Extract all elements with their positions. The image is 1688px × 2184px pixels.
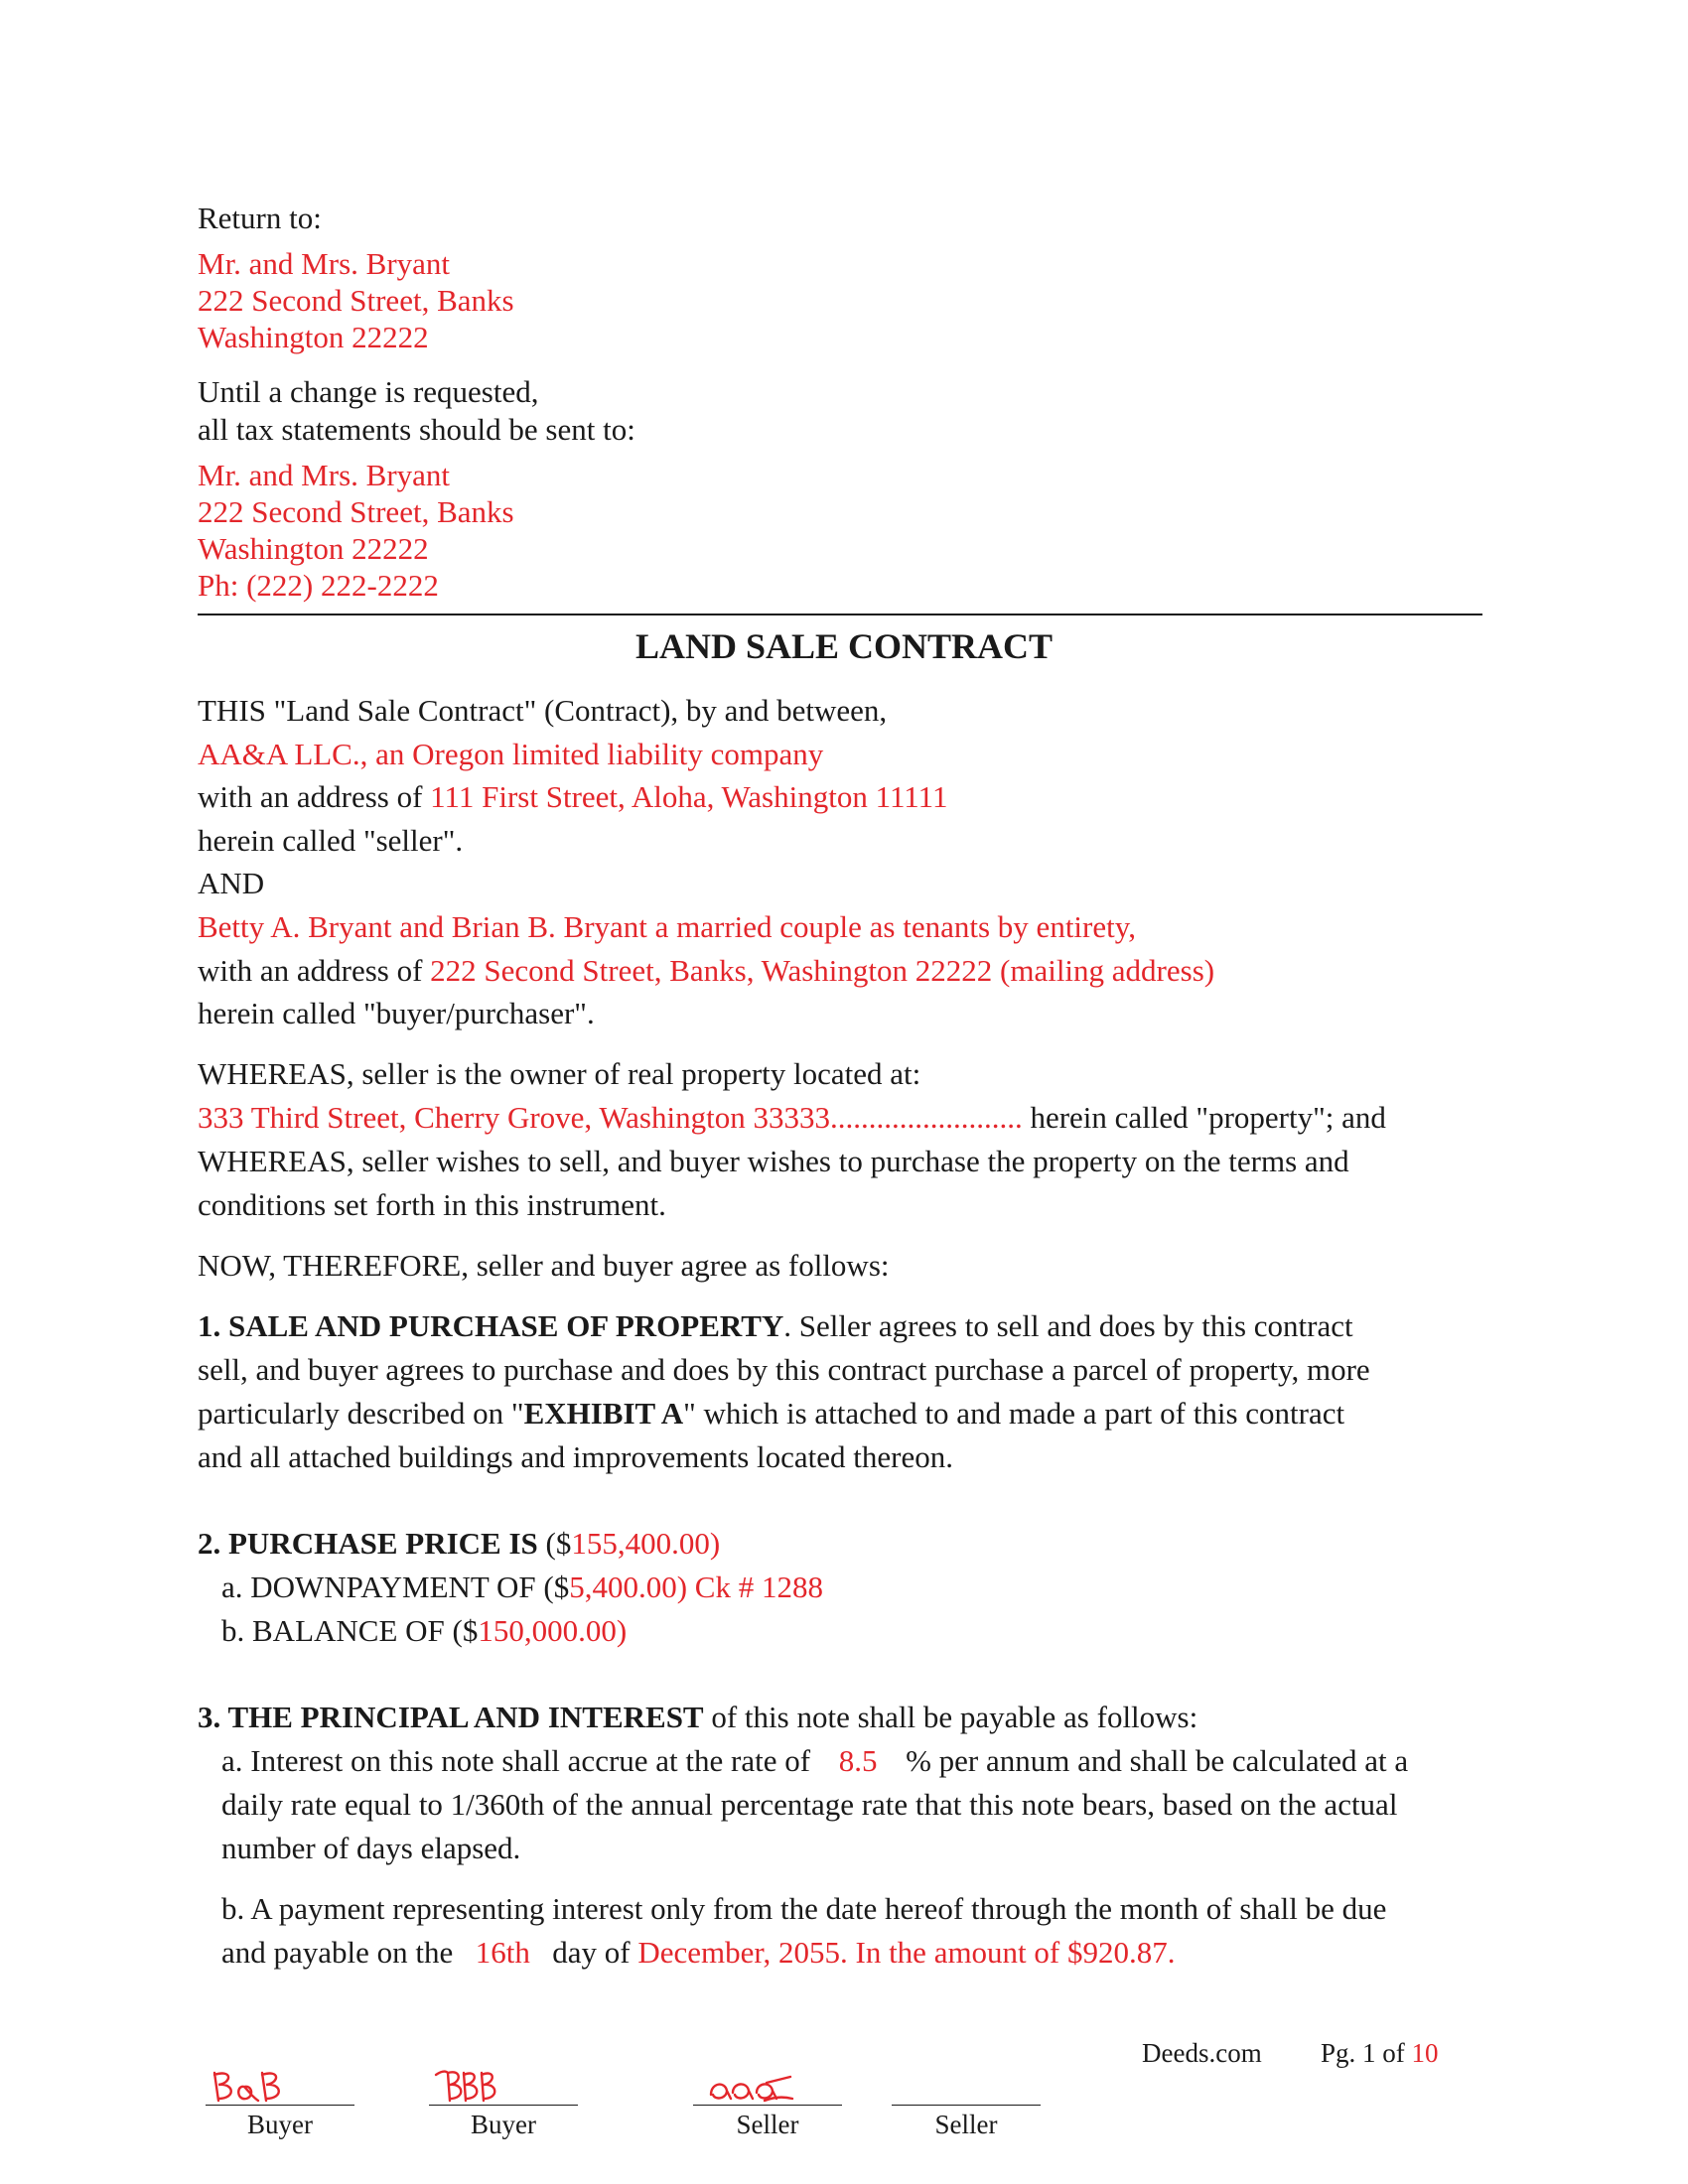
tax-statements-line2: all tax statements should be sent to: xyxy=(198,412,635,447)
seller2-label: Seller xyxy=(934,2110,998,2139)
section3-a-post: % per annum and shall be calculated at a xyxy=(906,1743,1409,1778)
buyer-address: 222 Second Street, Banks, Washington 22222 (mailing address) xyxy=(430,953,1215,988)
tax-statements-line1: Until a change is requested, xyxy=(198,374,539,409)
section1-line1-rest: . Seller agrees to sell and does by this contract xyxy=(783,1308,1353,1343)
section3-a-line1 xyxy=(221,1739,1408,1783)
balance-line xyxy=(221,1609,627,1653)
tax-statements-street: 222 Second Street, Banks xyxy=(198,494,514,529)
footer-site: Deeds.com xyxy=(1142,2038,1262,2068)
buyer-address-prefix: with an address of xyxy=(198,953,431,988)
return-to-street: 222 Second Street, Banks xyxy=(198,283,514,318)
seller-address: 111 First Street, Aloha, Washington 11111 xyxy=(430,779,948,814)
section3-b-mid: day of xyxy=(552,1935,638,1970)
tax-statements-city: Washington 22222 xyxy=(198,531,429,566)
parties-intro: THIS "Land Sale Contract" (Contract), by and between, xyxy=(198,693,888,728)
section1-line3-pre: particularly described on " xyxy=(198,1396,524,1431)
parties-and: AND xyxy=(198,866,265,900)
buyer2-label: Buyer xyxy=(471,2110,536,2139)
tax-statements-phone: Ph: (222) 222-2222 xyxy=(198,568,439,603)
section1-line1 xyxy=(198,1304,1353,1348)
return-to-city: Washington 22222 xyxy=(198,320,429,354)
section2-heading: 2. PURCHASE PRICE IS xyxy=(198,1526,538,1561)
buyer-called: herein called "buyer/purchaser". xyxy=(198,996,595,1030)
section3-line1 xyxy=(198,1696,1197,1739)
buyer-address-line xyxy=(198,949,1214,993)
whereas-line4: conditions set forth in this instrument. xyxy=(198,1187,666,1222)
section3-a-line3: number of days elapsed. xyxy=(221,1831,521,1865)
return-to-name: Mr. and Mrs. Bryant xyxy=(198,246,451,281)
seller-address-line xyxy=(198,775,948,819)
buyer-name: Betty A. Bryant and Brian B. Bryant a married couple as tenants by entirety, xyxy=(198,909,1136,944)
section3-a-line2: daily rate equal to 1/360th of the annual percentage rate that this note bears, based on the actual xyxy=(221,1787,1398,1822)
footer-page-prefix: Pg. 1 of xyxy=(1321,2038,1412,2068)
balance-label: b. BALANCE OF ($ xyxy=(221,1613,479,1648)
whereas-line3: WHEREAS, seller wishes to sell, and buyer wishes to purchase the property on the terms and xyxy=(198,1144,1349,1178)
section3-a-pre: a. Interest on this note shall accrue at the rate of xyxy=(221,1743,811,1778)
price-open: ($ xyxy=(537,1526,572,1561)
seller-name: AA&A LLC., an Oregon limited liability company xyxy=(198,737,824,771)
section3-heading: 3. THE PRINCIPAL AND INTEREST xyxy=(198,1700,704,1734)
section1-heading: 1. SALE AND PURCHASE OF PROPERTY xyxy=(198,1308,784,1343)
tax-statements-name: Mr. and Mrs. Bryant xyxy=(198,458,451,492)
payment-details: December, 2055. In the amount of $920.87. xyxy=(637,1935,1176,1970)
section1-line4: and all attached buildings and improvements located thereon. xyxy=(198,1439,953,1474)
whereas-line2 xyxy=(198,1096,1386,1140)
section1-line3-post: " which is attached to and made a part of this contract xyxy=(683,1396,1345,1431)
buyer2-initials-signature xyxy=(434,2067,513,2107)
buyer1-label: Buyer xyxy=(247,2110,313,2139)
section1-line3 xyxy=(198,1392,1344,1435)
header-divider xyxy=(198,614,1482,615)
section3-heading-rest: of this note shall be payable as follows: xyxy=(703,1700,1198,1734)
section2-line1 xyxy=(198,1522,720,1566)
balance-value: 150,000.00) xyxy=(478,1613,628,1648)
property-address: 333 Third Street, Cherry Grove, Washington 33333......................... xyxy=(198,1100,1023,1135)
seller-called: herein called "seller". xyxy=(198,823,464,858)
property-called: herein called "property"; and xyxy=(1022,1100,1386,1135)
purchase-price: 155,400.00) xyxy=(571,1526,721,1561)
seller-address-prefix: with an address of xyxy=(198,779,431,814)
payment-day: 16th xyxy=(475,1935,530,1970)
section3-b-line1: b. A payment representing interest only from the date hereof through the month of shall be due xyxy=(221,1891,1387,1926)
footer-page-total: 10 xyxy=(1411,2038,1439,2068)
seller-initials-signature xyxy=(707,2071,796,2105)
interest-rate: 8.5 xyxy=(838,1743,878,1778)
section3-b-pre: and payable on the xyxy=(221,1935,454,1970)
footer-page xyxy=(1321,2033,1439,2073)
section3-b-line2 xyxy=(221,1931,1176,1975)
downpayment-value: 5,400.00) Ck # 1288 xyxy=(569,1570,823,1604)
downpayment-line xyxy=(221,1566,823,1609)
contract-title: LAND SALE CONTRACT xyxy=(634,626,1054,666)
now-therefore: NOW, THEREFORE, seller and buyer agree as follows: xyxy=(198,1248,890,1283)
exhibit-a: EXHIBIT A xyxy=(523,1396,684,1431)
buyer1-initials-signature xyxy=(211,2067,300,2107)
whereas-line1: WHEREAS, seller is the owner of real property located at: xyxy=(198,1056,921,1091)
downpayment-label: a. DOWNPAYMENT OF ($ xyxy=(221,1570,570,1604)
section1-line2: sell, and buyer agrees to purchase and does by this contract purchase a parcel of property, more xyxy=(198,1352,1370,1387)
seller1-label: Seller xyxy=(736,2110,799,2139)
return-to-heading: Return to: xyxy=(198,201,322,235)
